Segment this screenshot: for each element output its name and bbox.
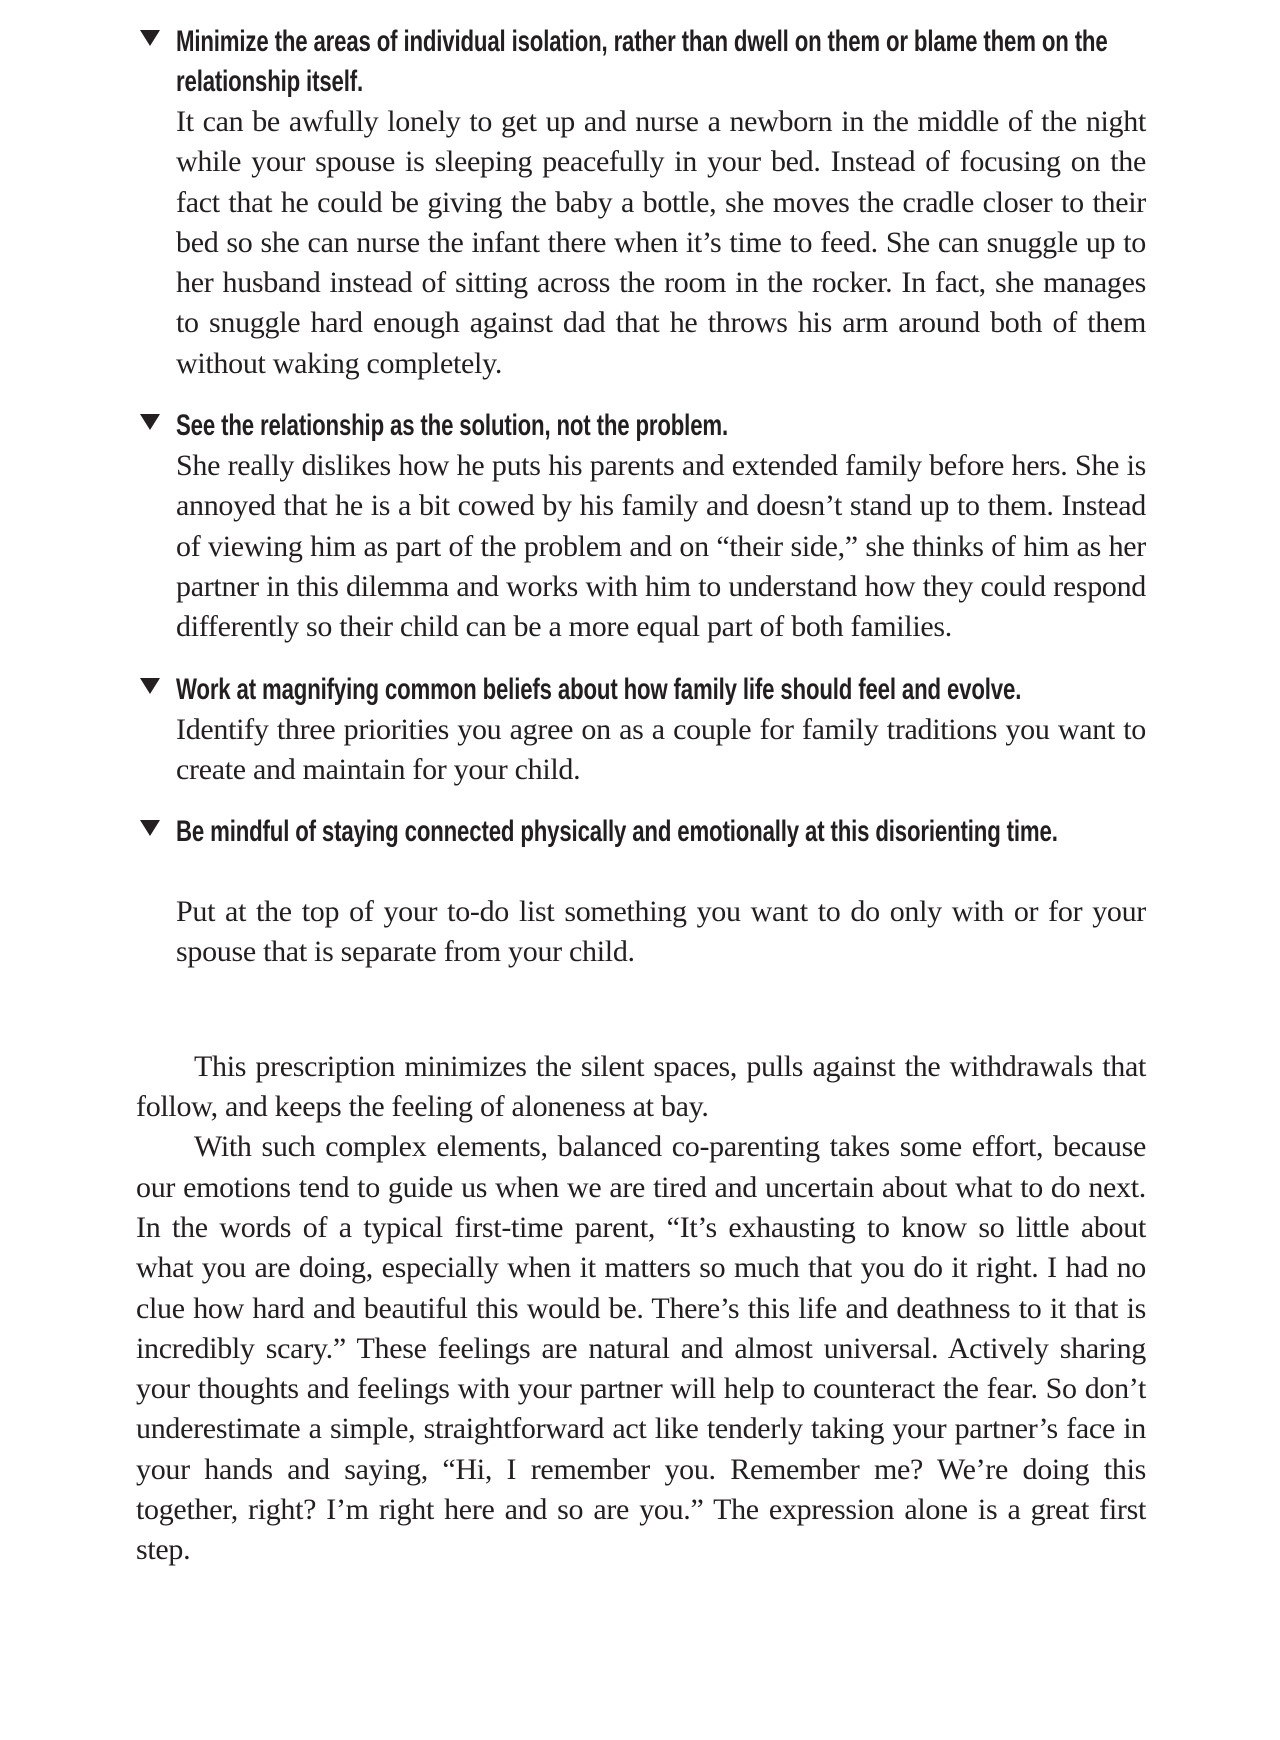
paragraph: This prescription minimizes the silent spaces, pulls against the withdrawals that follow, and keeps the feeling of aloneness at bay. <box>136 1049 1146 1124</box>
tip-body: It can be awfully lonely to get up and nurse a newborn in the middle of the night while your spouse is sleeping peacefully in your bed. Instead of focusing on the fact that he could be giving the baby a bottle, she moves the cradle closer to their bed so she can nurse the infant there when it’s time to feed. She can snuggle up to her husband instead of sitting across the room in the rocker. In fact, she manages to snuggle hard enough against dad that he throws his arm around both of them without waking completely. <box>176 105 1146 380</box>
tip-item <box>136 406 1146 647</box>
book-page <box>136 22 1146 1571</box>
paragraph: With such complex elements, balanced co-parenting takes some effort, because our emotions tend to guide us when we are tired and uncertain about what to do next. In the words of a typical first-time parent, “It’s exhausting to know so little about what you are doing, especially when it matters so much that you do it right. I had no clue how hard and beautiful this would be. There’s this life and deathness to it that is incredibly scary.” These feelings are natural and almost universal. Actively sharing your thoughts and feelings with your partner will help to counteract the fear. So don’t underestimate a simple, straightforward act like tenderly taking your partner’s face in your hands and saying, “Hi, I remember you. Remember me? We’re doing this together, right? I’m right here and so are you.” The expression alone is a great first step. <box>136 1130 1146 1567</box>
tip-item <box>136 22 1146 384</box>
tip-heading: Work at magnifying common beliefs about how family life should feel and evolve. <box>176 672 1022 706</box>
triangle-down-bullet-icon <box>140 30 160 46</box>
tips-list <box>136 22 1146 973</box>
tip-body: Put at the top of your to-do list something you want to do only with or for your spouse that is separate from your child. <box>176 895 1146 969</box>
triangle-down-bullet-icon <box>140 820 160 836</box>
tip-body: She really dislikes how he puts his parents and extended family before hers. She is annoyed that he is a bit cowed by his family and doesn’t stand up to them. Instead of viewing him as part of the problem and on “their side,” she thinks of him as her partner in this dilemma and works with him to understand how they could respond differently so their child can be a more equal part of both families. <box>176 449 1146 644</box>
tip-heading: See the relationship as the solution, not the problem. <box>176 409 729 443</box>
body-text <box>136 1047 1146 1571</box>
tip-body: Identify three priorities you agree on as a couple for family traditions you want to create and maintain for your child. <box>176 712 1146 786</box>
tip-item <box>136 670 1146 791</box>
tip-heading: Minimize the areas of individual isolation, rather than dwell on them or blame them on the relationship itself. <box>176 25 1108 98</box>
triangle-down-bullet-icon <box>140 678 160 694</box>
tip-heading: Be mindful of staying connected physically and emotionally at this disorienting time. <box>176 815 1058 849</box>
triangle-down-bullet-icon <box>140 414 160 430</box>
tip-item <box>136 812 1146 973</box>
